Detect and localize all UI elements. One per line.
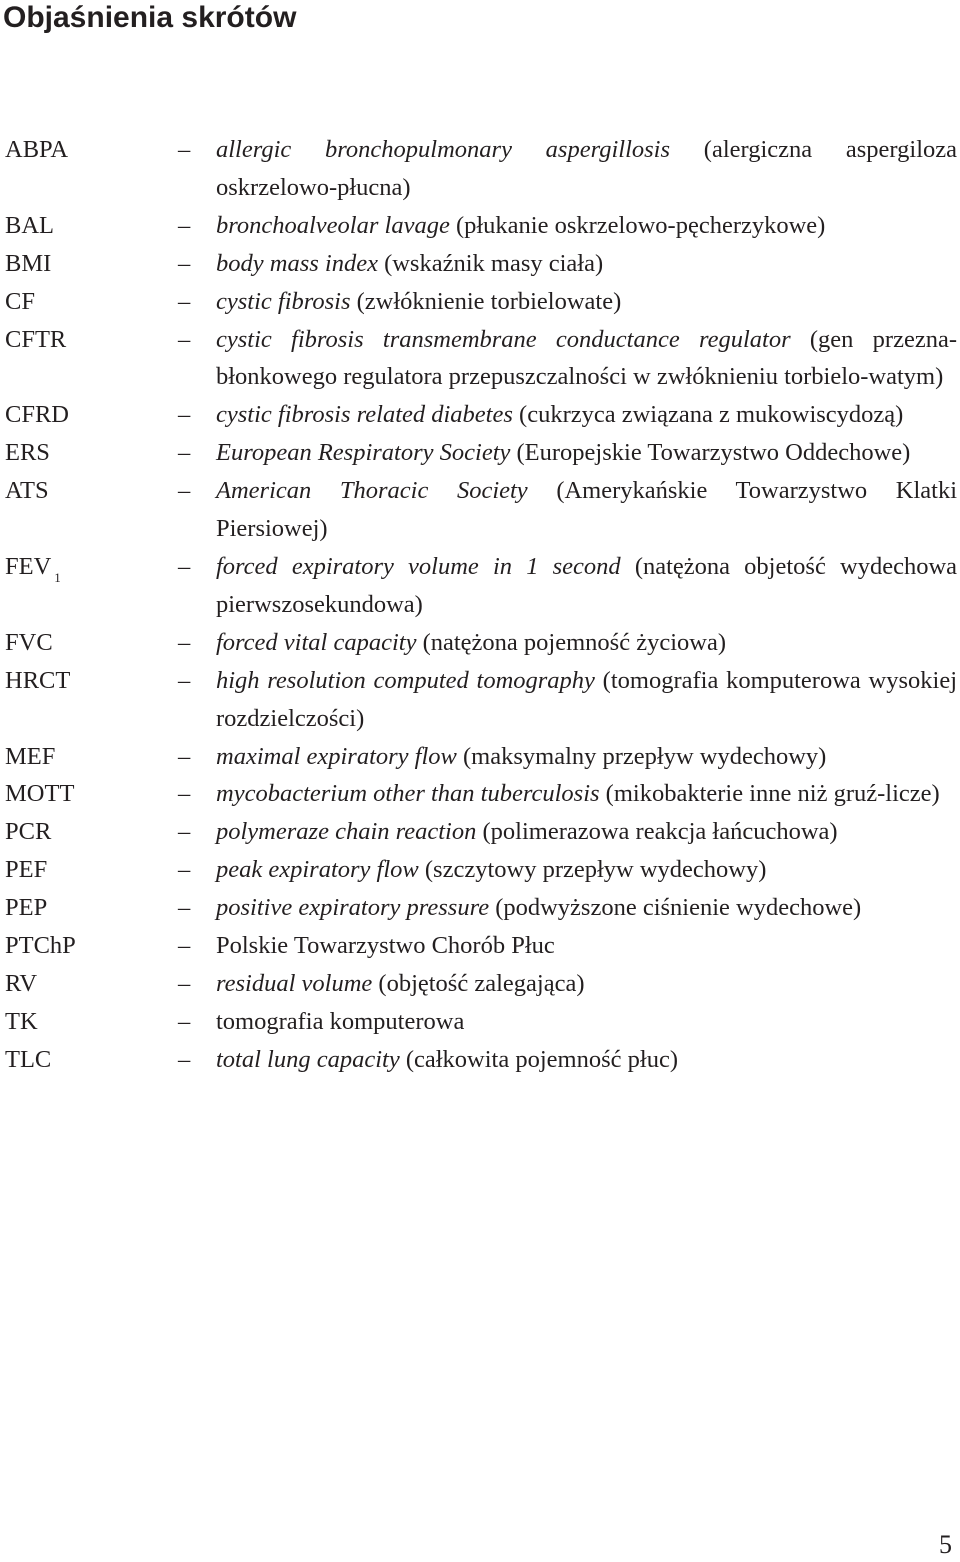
definition-polish: Polskie Towarzystwo Chorób Płuc — [216, 932, 555, 960]
definition-english: maximal expiratory flow — [216, 742, 457, 770]
separator-dash: – — [178, 894, 191, 922]
abbreviation-term — [0, 245, 178, 283]
abbreviation-definition — [216, 548, 957, 624]
definition-polish: (wskaźnik masy ciała) — [384, 249, 604, 277]
separator-dash: – — [178, 287, 191, 315]
definition-polish: tomografia komputerowa — [216, 1007, 465, 1035]
abbreviation-term — [0, 131, 178, 169]
separator-dash: – — [178, 780, 191, 808]
separator-dash: – — [178, 439, 191, 467]
abbreviation-entry — [0, 283, 960, 321]
definition-english: cystic fibrosis transmembrane conductance regulator — [216, 325, 791, 353]
abbreviation-term-text: BAL — [5, 211, 54, 239]
abbreviation-definition — [216, 396, 957, 434]
definition-polish: (gen przezna-błonkowego regulatora przepuszczalności w zwłóknieniu torbielo-watym) — [216, 325, 957, 391]
definition-polish: (natężona pojemność życiowa) — [422, 628, 726, 656]
abbreviation-entry — [0, 131, 960, 207]
abbreviation-term — [0, 624, 178, 662]
abbreviation-term — [0, 927, 178, 965]
abbreviation-entry — [0, 662, 960, 738]
definition-polish: (Amerykańskie Towarzystwo Klatki Piersiowej) — [216, 477, 958, 543]
abbreviation-term — [0, 965, 178, 1003]
abbreviation-term-text: PEF — [5, 856, 48, 884]
abbreviation-term-text: PCR — [5, 818, 52, 846]
abbreviation-entry — [0, 927, 960, 965]
abbreviation-entry — [0, 434, 960, 472]
definition-english: forced expiratory volume in 1 second — [216, 552, 621, 580]
abbreviation-list — [0, 131, 960, 1079]
abbreviation-entry — [0, 624, 960, 662]
abbreviation-term-text: ABPA — [5, 136, 69, 163]
abbreviation-definition — [216, 738, 957, 776]
separator-dash: – — [178, 628, 191, 656]
abbreviation-term — [0, 1041, 178, 1079]
abbreviation-definition — [216, 965, 957, 1003]
abbreviation-term — [0, 321, 178, 359]
definition-english: peak expiratory flow — [216, 856, 419, 884]
abbreviation-entry — [0, 321, 960, 397]
abbreviation-term-text: RV — [5, 969, 38, 997]
separator-dash: – — [178, 477, 191, 505]
abbreviation-term-text: BMI — [5, 249, 52, 277]
abbreviation-term-text: FVC — [5, 628, 53, 656]
abbreviation-entry — [0, 245, 960, 283]
separator-dash: – — [178, 666, 191, 694]
abbreviation-entry — [0, 738, 960, 776]
separator-dash: – — [178, 969, 191, 997]
abbreviation-definition — [216, 245, 957, 283]
definition-polish: (cukrzyca związana z mukowiscydozą) — [519, 401, 904, 429]
definition-english: positive expiratory pressure — [216, 894, 490, 922]
abbreviation-term — [0, 738, 178, 776]
abbreviation-definition — [216, 1003, 957, 1041]
definition-polish: (Europejskie Towarzystwo Oddechowe) — [516, 439, 911, 467]
definition-english: residual volume — [216, 969, 373, 997]
abbreviation-term-text: CF — [5, 287, 35, 315]
abbreviation-definition — [216, 207, 957, 245]
abbreviation-term — [0, 396, 178, 434]
definition-polish: (całkowita pojemność płuc) — [405, 1045, 678, 1073]
abbreviation-entry — [0, 1041, 960, 1079]
definition-polish: (płukanie oskrzelowo-pęcherzykowe) — [455, 211, 826, 239]
abbreviation-term-text: CFRD — [5, 401, 70, 429]
abbreviation-entry — [0, 775, 960, 813]
abbreviation-entry — [0, 813, 960, 851]
abbreviation-term-text: PEP — [5, 894, 48, 922]
separator-dash: – — [178, 1007, 191, 1035]
page-title: Objaśnienia skrótów — [3, 1, 297, 34]
abbreviation-term — [0, 548, 178, 597]
abbreviation-term-text: FEV — [5, 552, 52, 580]
abbreviation-definition — [216, 131, 957, 207]
definition-english: forced vital capacity — [216, 628, 417, 656]
definition-english: American Thoracic Society — [216, 477, 528, 505]
abbreviation-term-text: MEF — [5, 742, 56, 770]
definition-english: polymeraze chain reaction — [216, 818, 477, 846]
abbreviation-definition — [216, 813, 957, 851]
separator-dash: – — [178, 856, 191, 884]
abbreviation-term — [0, 851, 178, 889]
abbreviation-term-text: HRCT — [5, 666, 71, 694]
abbreviation-definition — [216, 283, 957, 321]
abbreviation-term-text: TK — [5, 1007, 38, 1035]
abbreviation-definition — [216, 775, 957, 813]
definition-polish: (zwłóknienie torbielowate) — [356, 287, 622, 315]
abbreviation-term — [0, 434, 178, 472]
abbreviation-definition — [216, 1041, 957, 1079]
separator-dash: – — [178, 818, 191, 846]
definition-english: allergic bronchopulmonary aspergillosis — [216, 136, 671, 163]
abbreviation-entry — [0, 396, 960, 434]
abbreviation-definition — [216, 321, 957, 397]
definition-english: bronchoalveolar lavage — [216, 211, 450, 239]
abbreviation-term — [0, 775, 178, 813]
abbreviation-term-text: ATS — [5, 477, 49, 505]
abbreviation-entry — [0, 965, 960, 1003]
abbreviation-term — [0, 472, 178, 510]
abbreviation-entry — [0, 207, 960, 245]
definition-polish: (maksymalny przepływ wydechowy) — [463, 742, 827, 770]
abbreviation-definition — [216, 927, 957, 965]
abbreviation-term — [0, 283, 178, 321]
definition-polish: (alergiczna aspergiloza oskrzelowo-płucna) — [216, 136, 957, 201]
abbreviation-entry — [0, 1003, 960, 1041]
definition-english: cystic fibrosis — [216, 287, 351, 315]
abbreviation-definition — [216, 662, 957, 738]
abbreviation-term-text: MOTT — [5, 780, 75, 808]
definition-polish: (mikobakterie inne niż gruź-licze) — [605, 780, 940, 808]
definition-polish: (natężona objetość wydechowa pierwszosekundowa) — [216, 552, 958, 618]
definition-polish: (szczytowy przepływ wydechowy) — [424, 856, 767, 884]
abbreviation-entry — [0, 889, 960, 927]
definition-english: high resolution computed tomography — [216, 666, 595, 694]
separator-dash: – — [178, 211, 191, 239]
abbreviation-term-subscript: 1 — [54, 569, 61, 585]
definition-english: cystic fibrosis related diabetes — [216, 401, 513, 429]
abbreviation-definition — [216, 434, 957, 472]
abbreviation-term-text: CFTR — [5, 325, 67, 353]
abbreviation-term — [0, 1003, 178, 1041]
abbreviation-definition — [216, 889, 957, 927]
definition-english: mycobacterium other than tuberculosis — [216, 780, 600, 808]
abbreviation-entry — [0, 851, 960, 889]
definition-polish: (tomografia komputerowa wysokiej rozdzielczości) — [216, 666, 957, 732]
abbreviation-term — [0, 662, 178, 700]
abbreviation-term — [0, 889, 178, 927]
definition-english: total lung capacity — [216, 1045, 400, 1073]
definition-english: body mass index — [216, 249, 378, 277]
definition-english: European Respiratory Society — [216, 439, 511, 467]
separator-dash: – — [178, 325, 191, 353]
separator-dash: – — [178, 1045, 191, 1073]
abbreviation-term — [0, 813, 178, 851]
definition-polish: (podwyższone ciśnienie wydechowe) — [495, 894, 862, 922]
separator-dash: – — [178, 136, 191, 163]
separator-dash: – — [178, 401, 191, 429]
separator-dash: – — [178, 742, 191, 770]
separator-dash: – — [178, 932, 191, 960]
abbreviation-entry — [0, 472, 960, 548]
abbreviation-term — [0, 207, 178, 245]
page-number: 5 — [939, 1530, 952, 1559]
abbreviation-term-text: PTChP — [5, 932, 76, 960]
abbreviation-term-text: TLC — [5, 1045, 52, 1073]
abbreviation-term-text: ERS — [5, 439, 50, 467]
separator-dash: – — [178, 249, 191, 277]
definition-polish: (polimerazowa reakcja łańcuchowa) — [482, 818, 838, 846]
abbreviation-definition — [216, 851, 957, 889]
separator-dash: – — [178, 552, 191, 580]
definition-polish: (objętość zalegająca) — [378, 969, 585, 997]
abbreviation-entry — [0, 548, 960, 624]
abbreviation-definition — [216, 472, 957, 548]
abbreviation-definition — [216, 624, 957, 662]
